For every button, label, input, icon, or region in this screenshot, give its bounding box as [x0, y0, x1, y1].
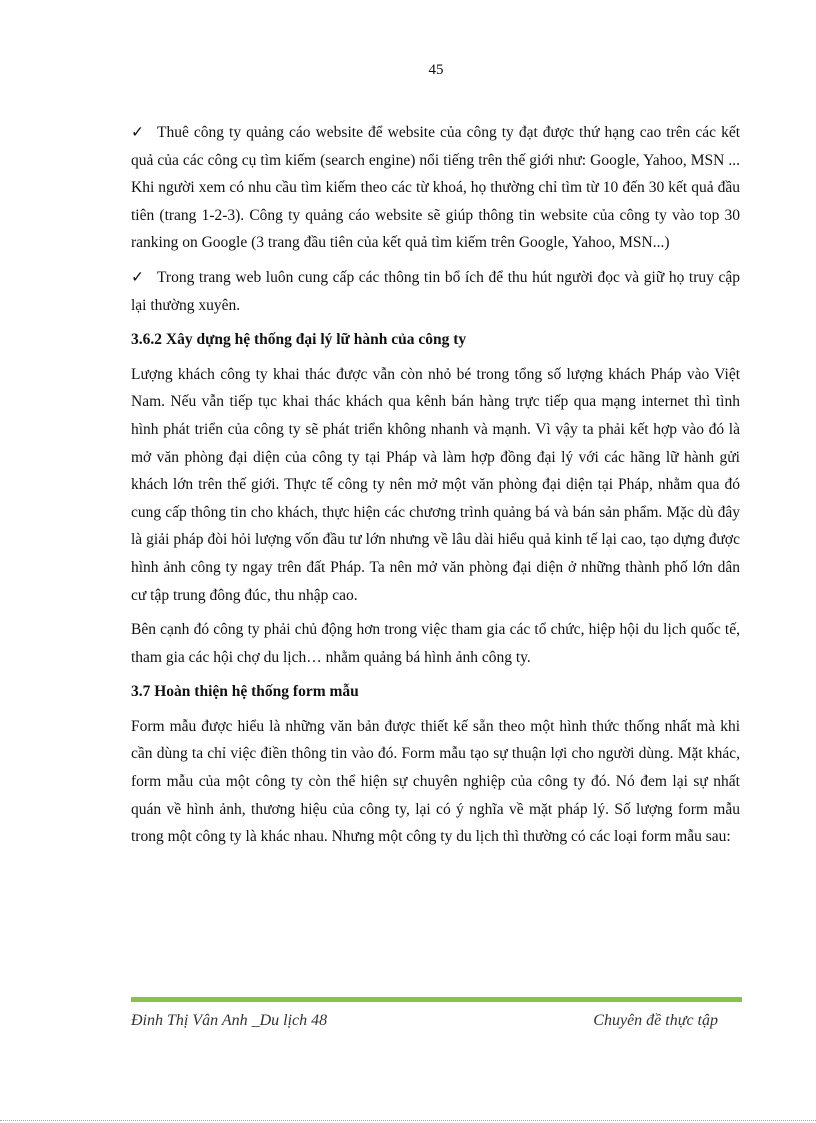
- bullet-text: Trong trang web luôn cung cấp các thông tin bổ ích để thu hút người đọc và giữ họ truy cập lại thường xuyên.: [131, 268, 740, 314]
- bullet-text: Thuê công ty quảng cáo website để website của công ty đạt được thứ hạng cao trên các kết quả của các công cụ tìm kiếm (search engine) nổi tiếng trên thế giới như: Google, Yahoo, MSN ... Khi người xem có nhu cầu tìm kiếm theo các từ khoá, họ thường chỉ tìm từ 10 đến 30 kết quả đầu tiên (trang 1-2-3). Công ty quảng cáo website sẽ giúp thông tin website của công ty vào top 30 ranking on Google (3 trang đầu tiên của kết quả tìm kiếm trên Google, Yahoo, MSN...): [131, 124, 740, 252]
- body-paragraph: Bên cạnh đó công ty phải chủ động hơn trong việc tham gia các tổ chức, hiệp hội du lịch quốc tế, tham gia các hội chợ du lịch… nhằm quảng bá hình ảnh công ty.: [131, 621, 740, 666]
- body-paragraph: Lượng khách công ty khai thác được vẫn còn nhỏ bé trong tổng số lượng khách Pháp vào Việt Nam. Nếu vẫn tiếp tục khai thác khách qua kênh bán hàng trực tiếp qua mạng internet thì tình hình phát triển của công ty sẽ phát triển không nhanh và mạnh. Vì vậy ta phải kết hợp vào đó là mở văn phòng đại diện của công ty tại Pháp và làm hợp đồng đại lý với các hãng lữ hành gửi khách lớn trên thế giới. Thực tế công ty nên mở một văn phòng đại diện tại Pháp, nhằm qua đó cung cấp thông tin cho khách, thực hiện các chương trình quảng bá và bán sản phẩm. Mặc dù đây là giải pháp đòi hỏi lượng vốn đầu tư lớn nhưng về lâu dài hiểu quả kinh tế lại cao, tạo dựng được hình ảnh công ty ngay trên đất Pháp. Ta nên mở văn phòng đại diện ở những thành phố lớn dân cư tập trung đông đúc, thu nhập cao.: [131, 365, 740, 604]
- footer-author: Đinh Thị Vân Anh _Du lịch 48: [131, 1012, 328, 1029]
- section-heading-3-6-2: 3.6.2 Xây dựng hệ thống đại lý lữ hành của công ty: [131, 331, 467, 349]
- body-paragraph: Form mẫu được hiểu là những văn bản được thiết kế sẵn theo một hình thức thống nhất mà khi cần dùng ta chỉ việc điền thông tin vào đó. Form mẫu tạo sự thuận lợi cho người dùng. Mặt khác, form mẫu của một công ty còn thể hiện sự chuyên nghiệp của công ty đó. Nó đem lại sự nhất quán về hình ảnh, thương hiệu của công ty, lại có ý nghĩa về mặt pháp lý. Số lượng form mẫu trong một công ty là khác nhau. Nhưng một công ty du lịch thì thường có các loại form mẫu sau:: [131, 717, 740, 846]
- bullet-paragraph: [131, 264, 740, 319]
- page-number: 45: [428, 62, 444, 78]
- page-bottom-border: [0, 1120, 816, 1121]
- section-heading-3-7: 3.7 Hoàn thiện hệ thống form mẫu: [131, 683, 359, 701]
- check-icon: ✓: [131, 268, 144, 286]
- bullet-paragraph: [131, 119, 740, 257]
- footer-doc-type: Chuyên đề thực tập: [593, 1012, 718, 1029]
- check-icon: ✓: [131, 124, 144, 141]
- document-body: [131, 119, 740, 851]
- footer-divider: [131, 997, 742, 1002]
